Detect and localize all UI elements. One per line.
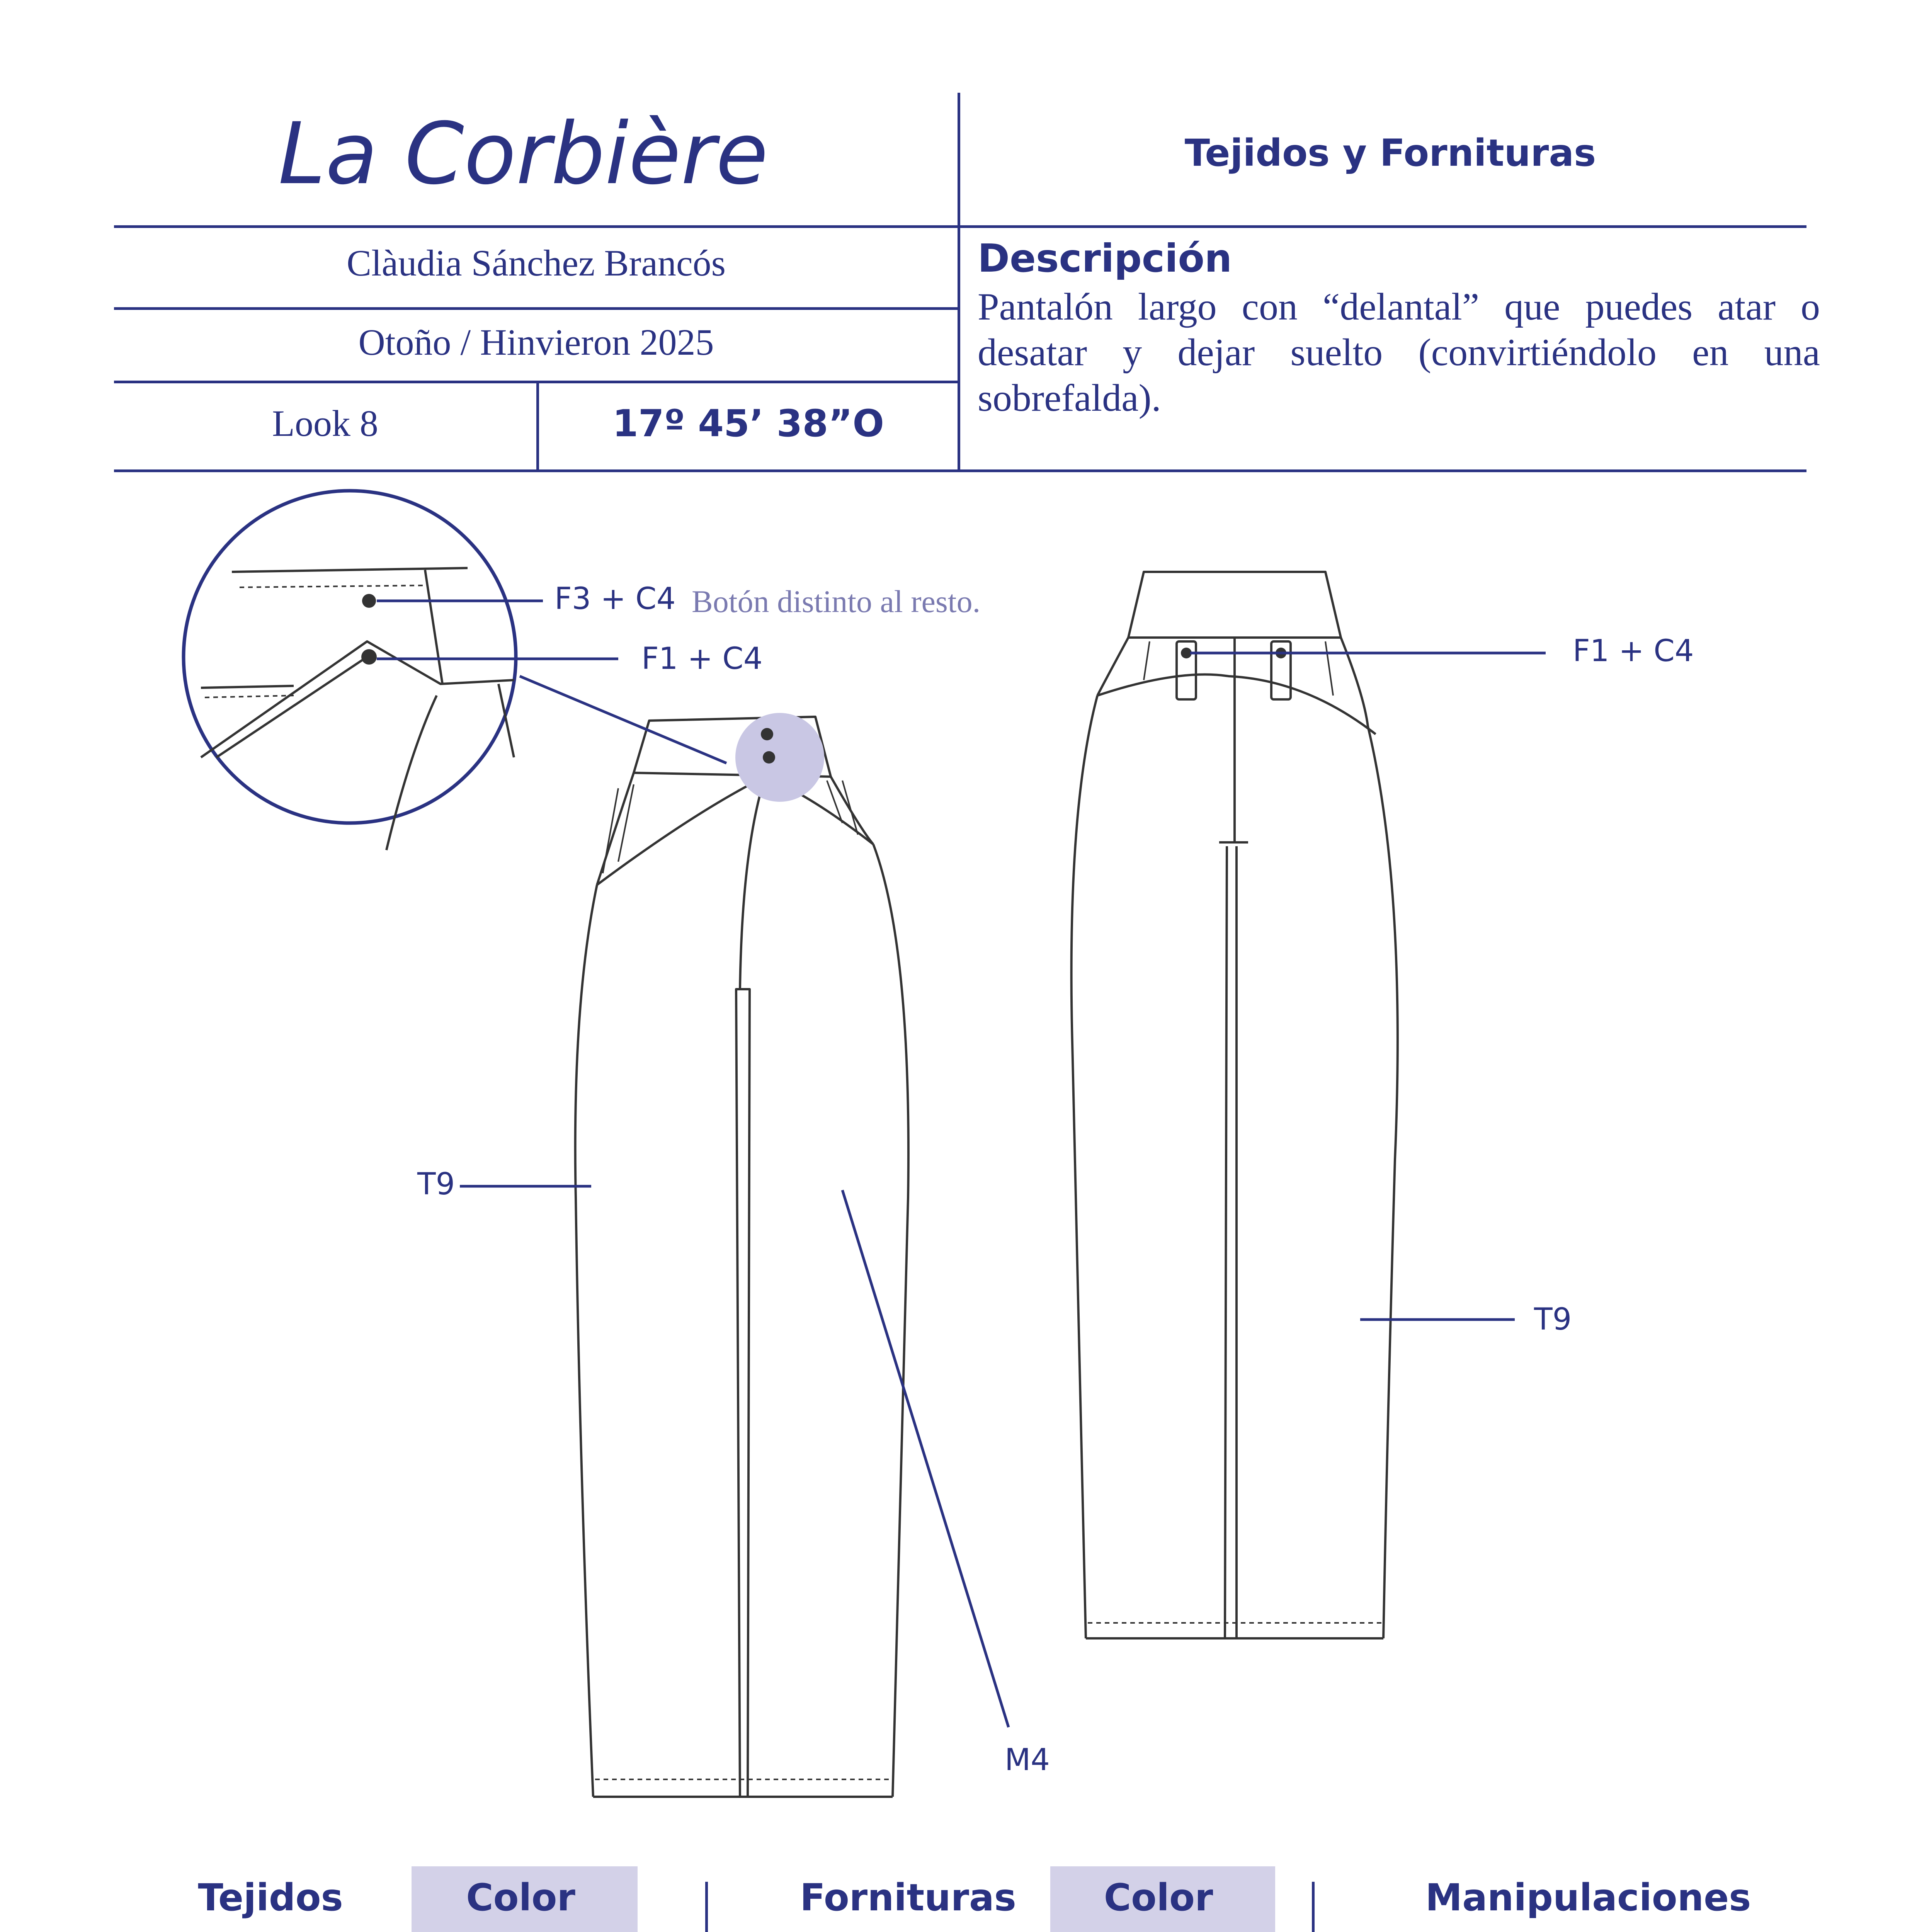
description-heading: Descripción [978, 236, 1232, 281]
look-divider [536, 381, 539, 471]
fornituras-color-heading: Color [1104, 1876, 1213, 1919]
callout-detail-bottom: F1 + C4 [641, 641, 763, 676]
detail-magnifier [184, 491, 516, 850]
season: Otoño / Hinvieron 2025 [358, 321, 714, 363]
back-view-pants [1072, 572, 1398, 1638]
tejidos-color-heading: Color [466, 1876, 575, 1919]
header-line-4 [114, 469, 1806, 472]
front-view-pants [575, 717, 908, 1797]
callout-detail-top: F3 + C4 [555, 582, 676, 616]
detail-highlight [735, 713, 824, 802]
callout-back-buttons: F1 + C4 [1573, 634, 1694, 668]
designer-name: Clàudia Sánchez Brancós [347, 242, 726, 284]
description-text: Pantalón largo con “delantal” que puedes atar o desatar y dejar suelto (convirtiéndolo en una sobrefalda). [978, 285, 1820, 419]
callout-manipulation: M4 [1005, 1743, 1050, 1777]
callout-back-fabric: T9 [1534, 1302, 1572, 1337]
fornituras-heading: Fornituras [800, 1876, 1016, 1919]
manipulaciones-heading: Manipulaciones [1425, 1876, 1751, 1919]
collection-title: La Corbière [278, 104, 768, 203]
tejidos-fornituras-heading: Tejidos y Fornituras [1184, 131, 1596, 175]
tables-divider-1 [705, 1882, 708, 1932]
tables-divider-2 [1312, 1882, 1315, 1932]
technical-flats [0, 483, 1917, 1855]
button-f1-icon [763, 751, 775, 764]
callout-detail-note: Botón distinto al resto. [692, 584, 981, 619]
detail-button-f3-icon [362, 594, 376, 608]
back-button-left-icon [1181, 648, 1192, 658]
button-f3-icon [761, 728, 773, 740]
look-number: Look 8 [272, 403, 378, 444]
coordinates: 17º 45’ 38”O [612, 402, 884, 445]
header-line-2 [114, 307, 958, 310]
detail-button-f1-icon [361, 649, 377, 665]
tejidos-heading: Tejidos [198, 1876, 343, 1919]
callout-front-fabric: T9 [417, 1167, 455, 1202]
header-line-1 [114, 225, 1806, 228]
